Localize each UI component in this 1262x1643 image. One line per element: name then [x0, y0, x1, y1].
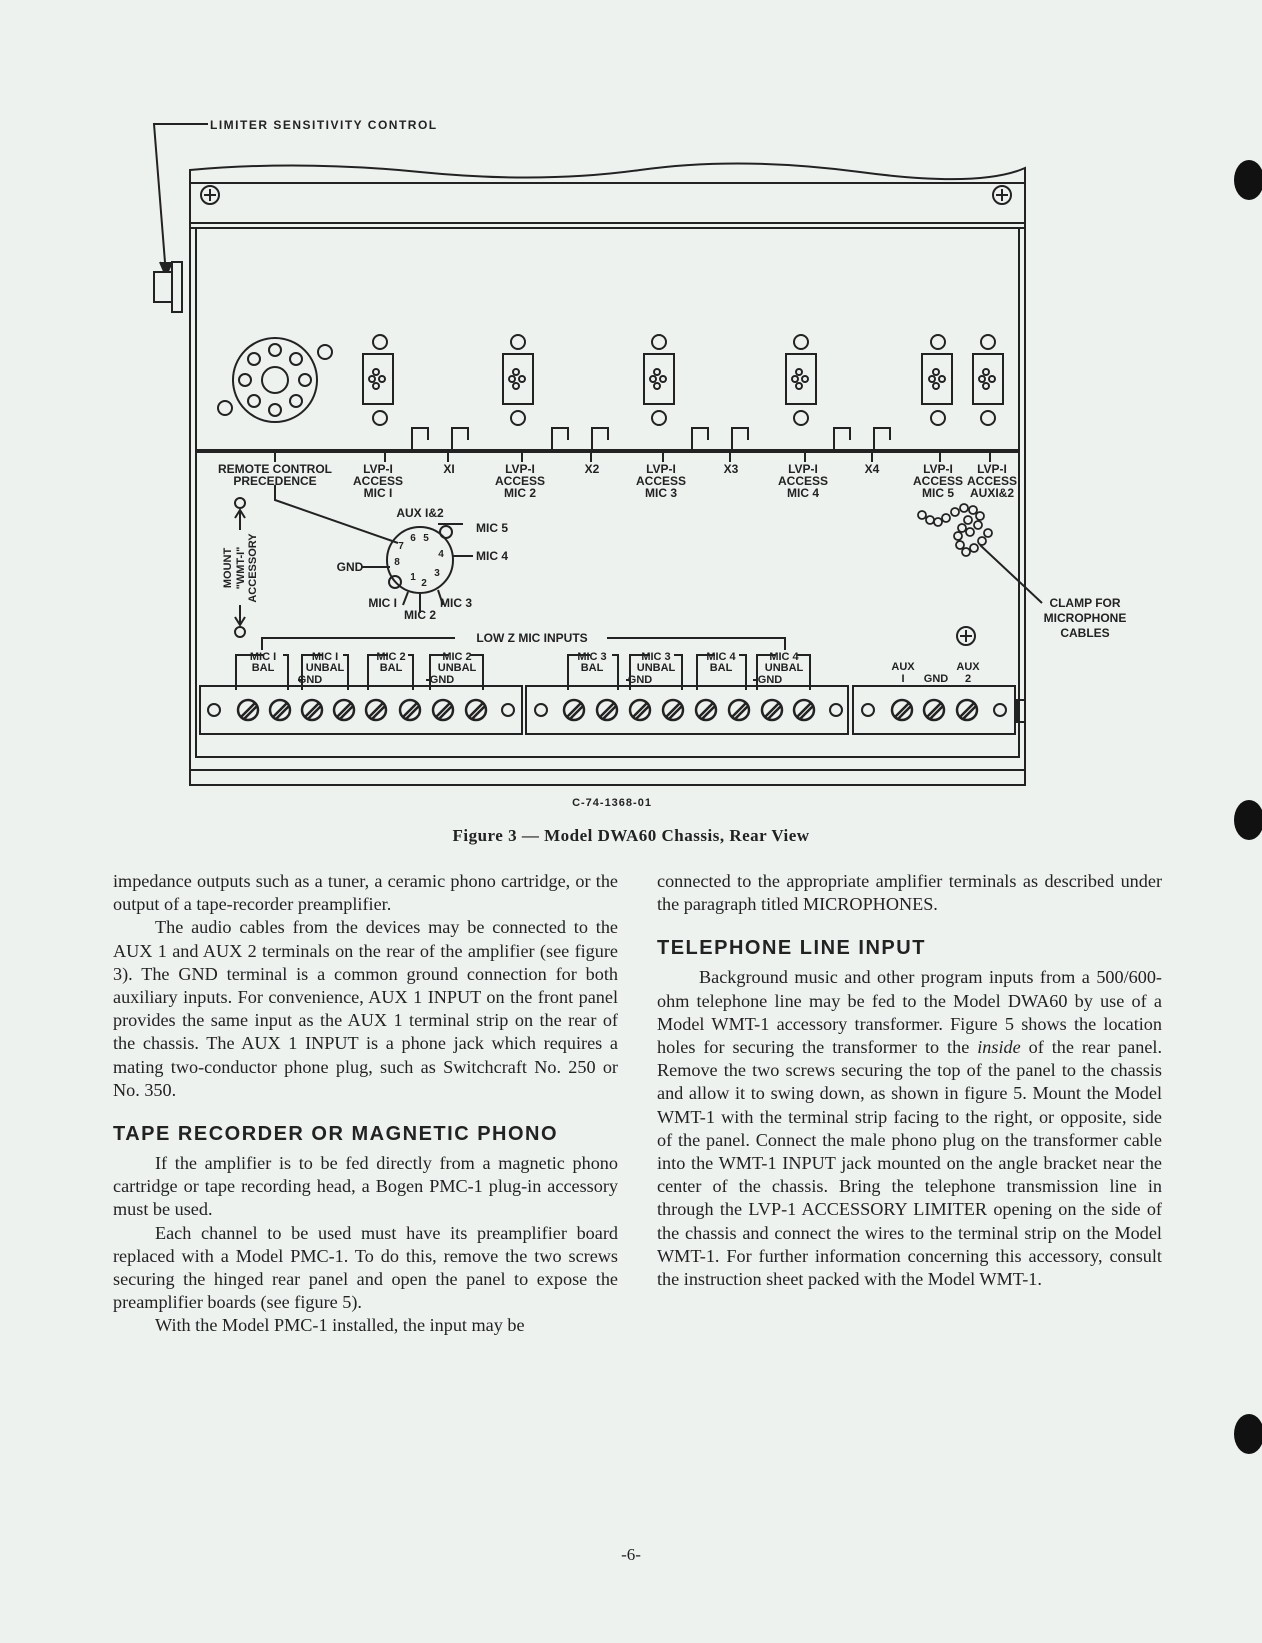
access-mic5-label: ACCESS	[912, 474, 964, 488]
tape-recorder-heading: TAPE RECORDER OR MAGNETIC PHONO	[113, 1123, 559, 1146]
mic4-label: MIC 4	[786, 486, 820, 500]
limiter-leader-line	[154, 124, 208, 275]
bracket-x1	[412, 428, 468, 450]
strip-gnd-2-label: GND	[429, 674, 455, 686]
strip-unbal-1-label: UNBAL	[305, 662, 345, 674]
connector-mic4	[786, 335, 816, 425]
access-mic3-label: ACCESS	[635, 474, 687, 488]
strip-gnd-3-label: GND	[627, 674, 653, 686]
mic3-label: MIC 3	[644, 486, 678, 500]
din-mic3-label: MIC 3	[440, 596, 473, 610]
aux2-label: AUX	[956, 661, 980, 673]
strip-bal-4-label: BAL	[709, 662, 733, 674]
din-aux12-label: AUX I&2	[396, 506, 444, 520]
x3-label: X3	[723, 462, 739, 476]
aux-gnd-label: GND	[923, 673, 949, 685]
din-mic5-label: MIC 5	[476, 521, 509, 535]
cable-clamp	[918, 504, 992, 556]
lvp1-mic1-label: LVP-I	[363, 462, 393, 476]
svg-text:4: 4	[438, 549, 444, 560]
strip-gnd-1-label: GND	[297, 674, 323, 686]
access-mic1-label: ACCESS	[352, 474, 404, 488]
limiter-label: LIMITER SENSITIVITY CONTROL	[210, 118, 438, 132]
telephone-line-heading: TELEPHONE LINE INPUT	[657, 937, 926, 960]
right-paragraph-2-emphasis: inside	[977, 1037, 1021, 1058]
connector-mic3	[644, 335, 674, 425]
x1-label: XI	[443, 462, 455, 476]
strip-mic2-bal-label: MIC 2	[376, 651, 406, 663]
lvp1-mic5-label: LVP-I	[923, 462, 953, 476]
svg-text:7: 7	[398, 541, 404, 552]
connector-mic2	[503, 335, 533, 425]
din-mic4-label: MIC 4	[476, 549, 509, 563]
x4-label: X4	[864, 462, 880, 476]
figure-caption: Figure 3 — Model DWA60 Chassis, Rear View	[452, 826, 810, 845]
access-mic4-label: ACCESS	[777, 474, 829, 488]
accessory-label: ACCESSORY	[247, 533, 259, 603]
mic1-label: MIC I	[363, 486, 393, 500]
connector-mic5	[922, 335, 952, 425]
strip-mic4-unbal-label: MIC 4	[769, 651, 799, 663]
strip-unbal-3-label: UNBAL	[636, 662, 676, 674]
strip-mic2-unbal-label: MIC 2	[442, 651, 472, 663]
right-paragraph-2-part-b: of the rear panel. Remove the two screws securing the top of the panel to the chassis and allow it to swing down, as shown in figure 5. Mount the Model WMT-1 with the terminal strip facing to the right, or opposite, side of the panel. Connect the male phono plug on the transformer cable into the WMT-1 INPUT jack mounted on the angle bracket near the center of the chassis. Bring the telephone transmission line in through the LVP-1 ACCESSORY LIMITER opening on the side of the chassis and connect the wires to the terminal strip on the Model WMT-1. For further information concerning this accessory, consult the instruction sheet packed with the Model WMT-1.	[657, 1037, 1162, 1290]
clamp-label-1: CLAMP FOR	[1049, 596, 1121, 610]
clamp-label-2: MICROPHONE	[1043, 611, 1127, 625]
figure-code: C-74-1368-01	[572, 797, 652, 809]
strip-bal-1-label: BAL	[251, 662, 275, 674]
mic2-label: MIC 2	[503, 486, 537, 500]
remote-control-label: REMOTE CONTROL	[218, 462, 332, 476]
din-gnd-label: GND	[336, 560, 364, 574]
strip-mic1-unbal-label: MIC I	[311, 651, 339, 663]
left-paragraph-1: impedance outputs such as a tuner, a ceramic phono cartridge, or the output of a tape-recorder preamplifier.	[113, 871, 618, 915]
strip-bal-2-label: BAL	[379, 662, 403, 674]
svg-text:8: 8	[394, 557, 400, 568]
left-paragraph-2: The audio cables from the devices may be connected to the AUX 1 and AUX 2 terminals on the rear of the amplifier (see figure 3). The GND terminal is a common ground connection for both auxiliary inputs. For convenience, AUX 1 INPUT on the front panel provides the same input as the AUX 1 terminal strip on the rear of the chassis. The AUX 1 INPUT is a phone jack which requires a mating two-conductor phone plug, such as Switchcraft No. 250 or No. 350.	[113, 917, 618, 1100]
strip-gnd-4-label: GND	[757, 674, 783, 686]
precedence-label: PRECEDENCE	[233, 474, 317, 488]
right-column	[657, 870, 1162, 1291]
strip-mic3-unbal-label: MIC 3	[641, 651, 671, 663]
right-paragraph-2	[657, 966, 1162, 1291]
aux1-label: AUX	[891, 661, 915, 673]
lvp1-mic2-label: LVP-I	[505, 462, 535, 476]
aux2-number: 2	[964, 673, 972, 685]
din-mic2-label: MIC 2	[403, 608, 437, 622]
right-paragraph-1: connected to the appropriate amplifier terminals as described under the paragraph titled MICROPHONES.	[657, 871, 1162, 915]
din-mic1-label: MIC I	[368, 596, 397, 610]
svg-text:6: 6	[410, 533, 416, 544]
page-number: -6-	[621, 1545, 641, 1564]
strip-bal-3-label: BAL	[580, 662, 604, 674]
access-aux-label: ACCESS	[966, 474, 1018, 488]
lvp1-mic4-label: LVP-I	[788, 462, 818, 476]
strip-mic1-bal-label: MIC I	[249, 651, 277, 663]
connector-mic1	[363, 335, 393, 425]
mic5-label: MIC 5	[921, 486, 955, 500]
bracket-x2	[552, 428, 608, 450]
connector-aux12	[973, 335, 1003, 425]
strip-mic3-bal-label: MIC 3	[577, 651, 607, 663]
svg-text:5: 5	[423, 533, 429, 544]
strip-unbal-4-label: UNBAL	[764, 662, 804, 674]
left-paragraph-5: With the Model PMC-1 installed, the input may be	[155, 1315, 525, 1336]
svg-text:2: 2	[421, 578, 427, 589]
x2-label: X2	[584, 462, 600, 476]
lvp1-mic3-label: LVP-I	[646, 462, 676, 476]
bracket-x4	[834, 428, 890, 450]
svg-text:1: 1	[410, 572, 416, 583]
top-rail	[190, 183, 1025, 223]
mount-label: MOUNT	[222, 547, 234, 589]
strip-mic4-bal-label: MIC 4	[706, 651, 736, 663]
low-z-label: LOW Z MIC INPUTS	[476, 631, 588, 645]
binder-hole-bottom	[1234, 1414, 1262, 1454]
clamp-label-3: CABLES	[1060, 626, 1110, 640]
left-paragraph-3: If the amplifier is to be fed directly from a magnetic phono cartridge or tape recording head, a Bogen PMC-1 plug-in accessory must be used.	[113, 1153, 618, 1220]
aux1-number: I	[901, 673, 905, 685]
strip-unbal-2-label: UNBAL	[437, 662, 477, 674]
octal-socket	[233, 338, 317, 422]
access-mic2-label: ACCESS	[494, 474, 546, 488]
left-paragraph-4: Each channel to be used must have its preamplifier board replaced with a Model PMC-1. To do this, remove the two screws securing the hinged rear panel and open the panel to expose the preamplifier boards (see figure 5).	[113, 1222, 618, 1313]
bracket-x3	[692, 428, 748, 450]
upper-panel	[196, 228, 1019, 450]
aux12-label: AUXI&2	[969, 486, 1015, 500]
lvp1-aux-label: LVP-I	[977, 462, 1007, 476]
left-column	[113, 870, 618, 1338]
wmt-label: "WMT-I"	[235, 546, 247, 590]
right-paragraph-2-part-a: Background music and other program inputs from a 500/600-ohm telephone line may be fed to the Model DWA60 by use of a Model WMT-1 accessory transformer. Figure 5 shows the location holes for securing the transformer to the	[657, 967, 1162, 1058]
svg-text:3: 3	[434, 568, 440, 579]
